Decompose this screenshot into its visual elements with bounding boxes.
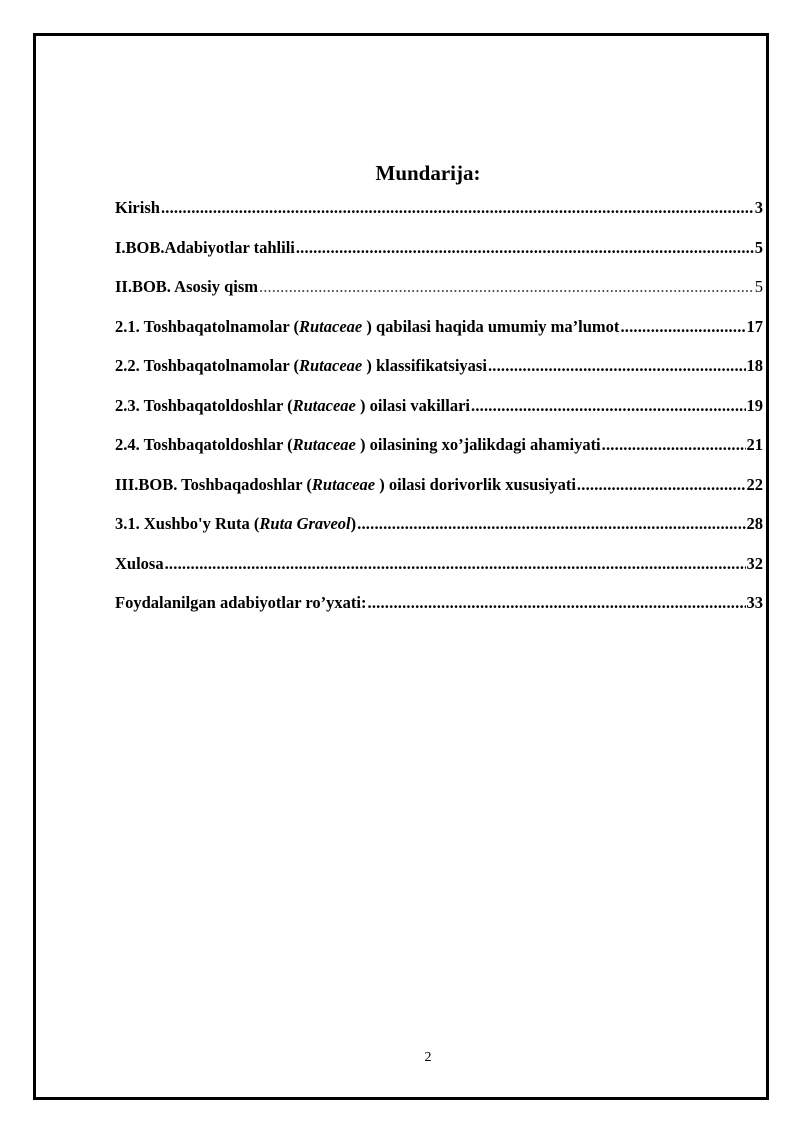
toc-entry-xulosa[interactable] xyxy=(115,554,763,594)
toc-entry-bob-3[interactable] xyxy=(115,475,763,515)
toc-entry-label: 2.2. Toshbaqatolnamolar (Rutaceae ) klassifikatsiyasi xyxy=(115,356,487,375)
toc-entry-page: 18 xyxy=(746,356,763,375)
toc-entry-label: Kirish xyxy=(115,198,160,217)
toc-entry-label: Foydalanilgan adabiyotlar ro’yxati: xyxy=(115,593,367,612)
toc-entry-page: 19 xyxy=(746,395,763,415)
toc-entry-label: II.BOB. Asosiy qism xyxy=(115,277,259,296)
dot-leader xyxy=(161,198,754,218)
toc-entry-page: 32 xyxy=(746,553,763,573)
toc-entry-page: 5 xyxy=(754,237,763,257)
dot-leader xyxy=(577,475,746,495)
toc-entry-3-1[interactable] xyxy=(115,514,763,554)
toc-entry-label: 3.1. Xushbo'y Ruta (Ruta Graveol) xyxy=(115,514,357,533)
toc-entry-page: 28 xyxy=(746,514,763,533)
toc-entry-page: 22 xyxy=(746,474,763,494)
toc-entry-label: 2.3. Toshbaqatoldoshlar (Rutaceae ) oilasi vakillari xyxy=(115,395,470,415)
toc-entry-2-4[interactable] xyxy=(115,435,763,475)
toc-entry-label: I.BOB.Adabiyotlar tahlili xyxy=(115,237,295,257)
toc-entry-2-1[interactable] xyxy=(115,317,763,357)
dot-leader xyxy=(620,317,745,337)
toc-entry-bob-2[interactable] xyxy=(115,277,763,317)
toc-entry-kirish[interactable] xyxy=(115,198,763,238)
toc-entry-label: 2.4. Toshbaqatoldoshlar (Rutaceae ) oilasining xo’jalikdagi ahamiyati xyxy=(115,435,601,454)
toc-entry-page: 17 xyxy=(746,316,763,336)
dot-leader xyxy=(259,277,754,297)
dot-leader xyxy=(357,514,745,534)
dot-leader xyxy=(165,554,746,574)
toc-entry-adabiyotlar[interactable] xyxy=(115,593,763,633)
toc-entry-label: III.BOB. Toshbaqadoshlar (Rutaceae ) oilasi dorivorlik xususiyati xyxy=(115,474,576,494)
dot-leader xyxy=(471,396,746,416)
toc-entry-page: 21 xyxy=(746,435,763,454)
toc-entry-page: 33 xyxy=(746,593,763,612)
page-number: 2 xyxy=(424,1050,432,1065)
dot-leader xyxy=(296,238,754,258)
toc-entry-2-3[interactable] xyxy=(115,396,763,436)
dot-leader xyxy=(602,435,746,455)
toc-entry-bob-1[interactable] xyxy=(115,238,763,278)
toc-entry-label: Xulosa xyxy=(115,553,164,573)
toc-title: Mundarija: xyxy=(375,161,481,185)
toc-entry-label: 2.1. Toshbaqatolnamolar (Rutaceae ) qabilasi haqida umumiy ma’lumot xyxy=(115,316,620,336)
toc-entry-page: 5 xyxy=(754,277,763,296)
toc-entry-2-2[interactable] xyxy=(115,356,763,396)
table-of-contents xyxy=(115,198,763,633)
dot-leader xyxy=(368,593,746,613)
toc-entry-page: 3 xyxy=(754,198,763,217)
dot-leader xyxy=(488,356,746,376)
